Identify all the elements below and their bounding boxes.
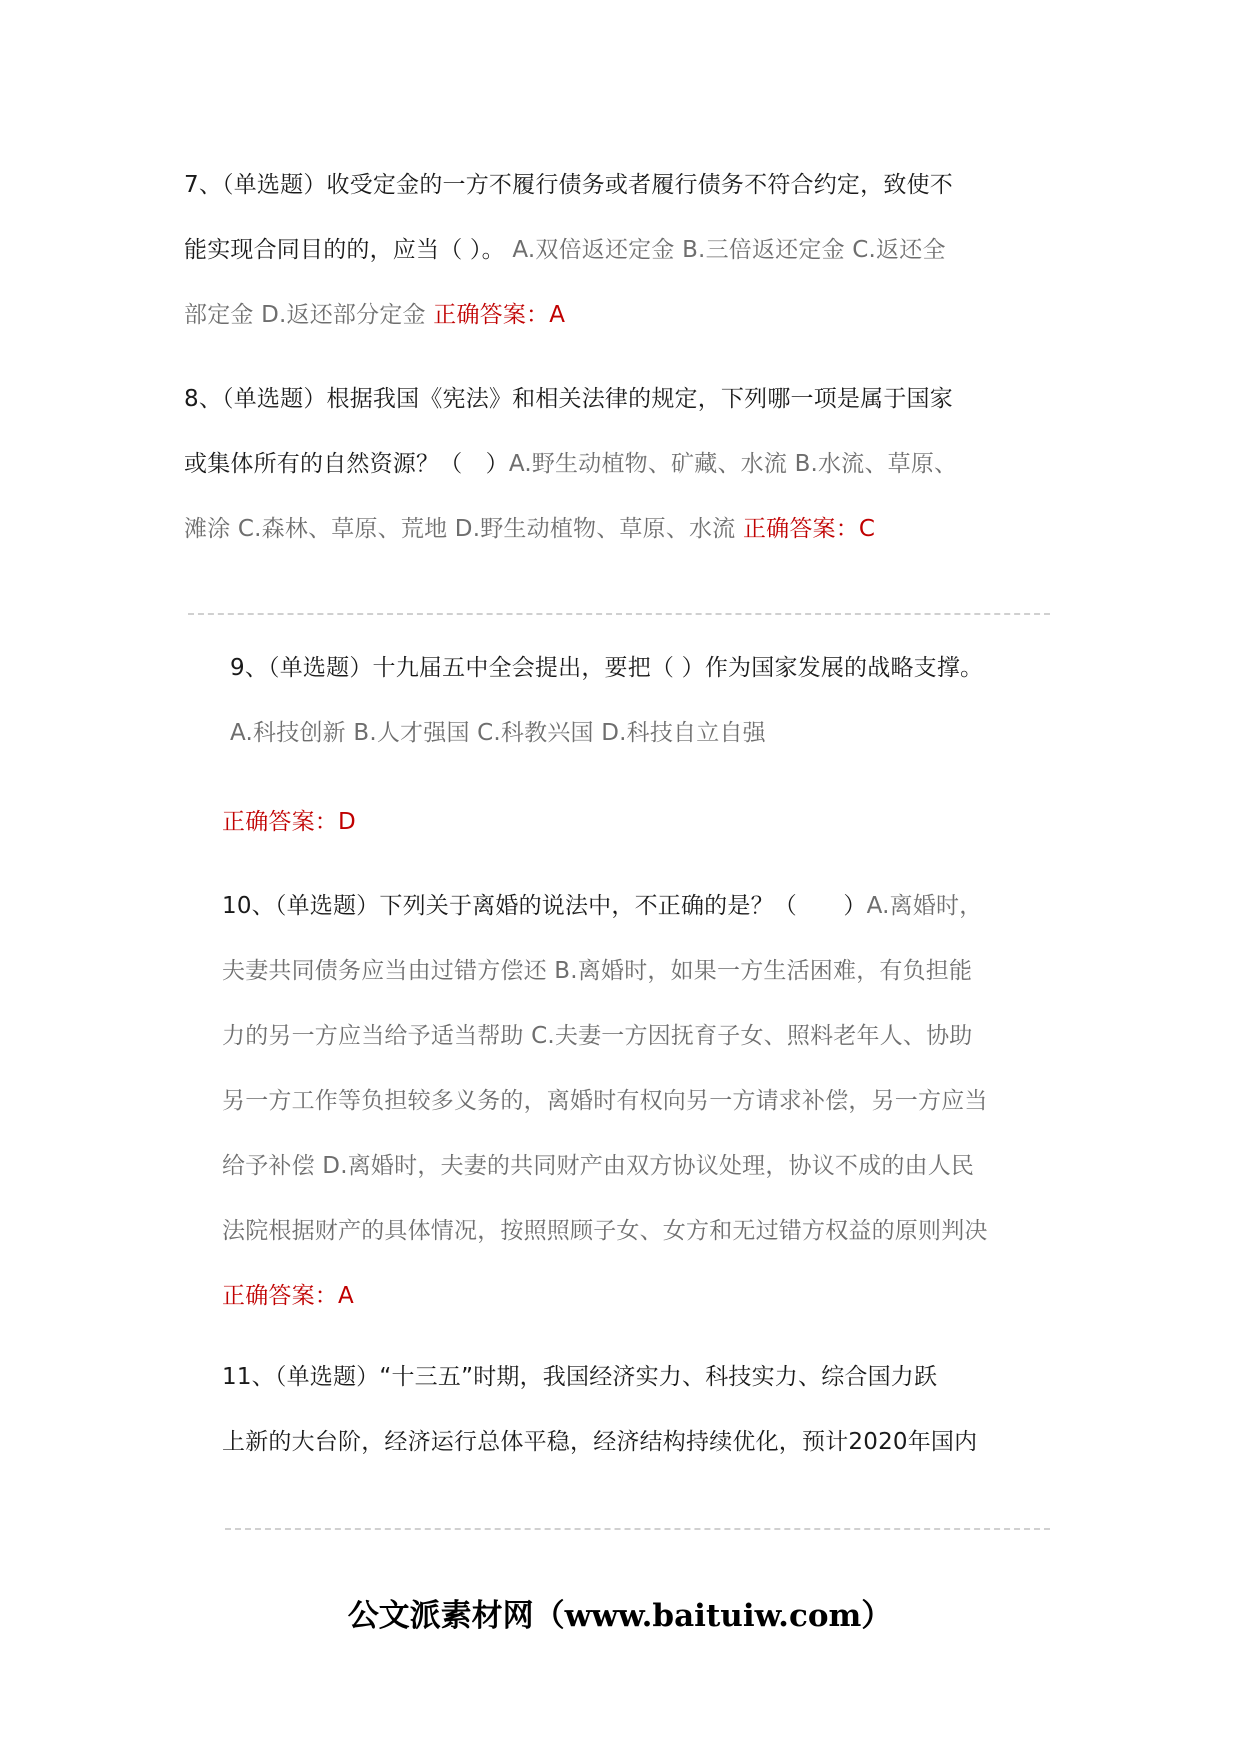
correct-answer: 正确答案：C: [742, 516, 876, 542]
answer-options: 另一方工作等负担较多义务的，离婚时有权向另一方请求补偿，另一方应当: [222, 1088, 988, 1114]
question-stem: 能实现合同目的的，应当（ ）。: [184, 237, 513, 263]
text-line: [222, 790, 1082, 855]
question-8: [184, 367, 1084, 562]
text-line: [184, 283, 1084, 348]
text-line: [184, 367, 1084, 432]
question-stem: 9、（单选题）十九届五中全会提出，要把（ ）作为国家发展的战略支撑。: [230, 655, 984, 681]
text-line: [230, 636, 1090, 701]
question-stem: 上新的大台阶，经济运行总体平稳，经济结构持续优化，预计2020年国内: [222, 1429, 978, 1455]
text-line: [222, 1410, 1102, 1475]
correct-answer: 正确答案：D: [222, 809, 356, 835]
section-divider-bottom: [225, 1528, 1050, 1530]
question-11: [222, 1345, 1102, 1475]
site-footer: 公文派素材网（www.baituiw.com）: [347, 1598, 893, 1634]
text-line: [222, 1199, 1102, 1264]
answer-options: 给予补偿 D.离婚时，夫妻的共同财产由双方协议处理，协议不成的由人民: [222, 1153, 975, 1179]
question-9: [230, 636, 1090, 766]
correct-answer: 正确答案：A: [222, 1283, 354, 1309]
answer-options: A.野生动植物、矿藏、水流 B.水流、草原、: [508, 451, 958, 477]
text-line: [222, 1345, 1102, 1410]
question-9-answer: [222, 790, 1082, 855]
question-stem: 或集体所有的自然资源？（ ）: [184, 451, 509, 477]
question-stem: 7、（单选题）收受定金的一方不履行债务或者履行债务不符合约定，致使不: [184, 172, 953, 198]
answer-options: 滩涂 C.森林、草原、荒地 D.野生动植物、草原、水流: [184, 516, 743, 542]
question-stem: 8、（单选题）根据我国《宪法》和相关法律的规定，下列哪一项是属于国家: [184, 386, 953, 412]
question-10: [222, 874, 1102, 1329]
question-7: [184, 153, 1084, 348]
text-line: [184, 497, 1084, 562]
text-line: [222, 1134, 1102, 1199]
text-line: [184, 153, 1084, 218]
text-line: [184, 432, 1084, 497]
text-line: [230, 701, 1090, 766]
question-stem: 10、（单选题）下列关于离婚的说法中，不正确的是？（ ）: [222, 893, 867, 919]
answer-options: 夫妻共同债务应当由过错方偿还 B.离婚时，如果一方生活困难，有负担能: [222, 958, 973, 984]
answer-options: A.离婚时，: [866, 893, 983, 919]
answer-options: 力的另一方应当给予适当帮助 C.夫妻一方因抚育子女、照料老年人、协助: [222, 1023, 973, 1049]
text-line: [222, 939, 1102, 1004]
text-line: [222, 1069, 1102, 1134]
question-stem: 11、（单选题）“十三五”时期，我国经济实力、科技实力、综合国力跃: [222, 1364, 938, 1390]
answer-options: 法院根据财产的具体情况，按照照顾子女、女方和无过错方权益的原则判决: [222, 1218, 988, 1244]
answer-options: 部定金 D.返还部分定金: [184, 302, 434, 328]
answer-options: A.科技创新 B.人才强国 C.科教兴国 D.科技自立自强: [230, 720, 766, 746]
text-line: [184, 218, 1084, 283]
correct-answer: 正确答案：A: [433, 302, 566, 328]
answer-options: A.双倍返还定金 B.三倍返还定金 C.返还全: [512, 237, 946, 263]
text-line: [222, 874, 1102, 939]
text-line: [222, 1004, 1102, 1069]
text-line: [222, 1264, 1102, 1329]
section-divider: [188, 613, 1050, 615]
